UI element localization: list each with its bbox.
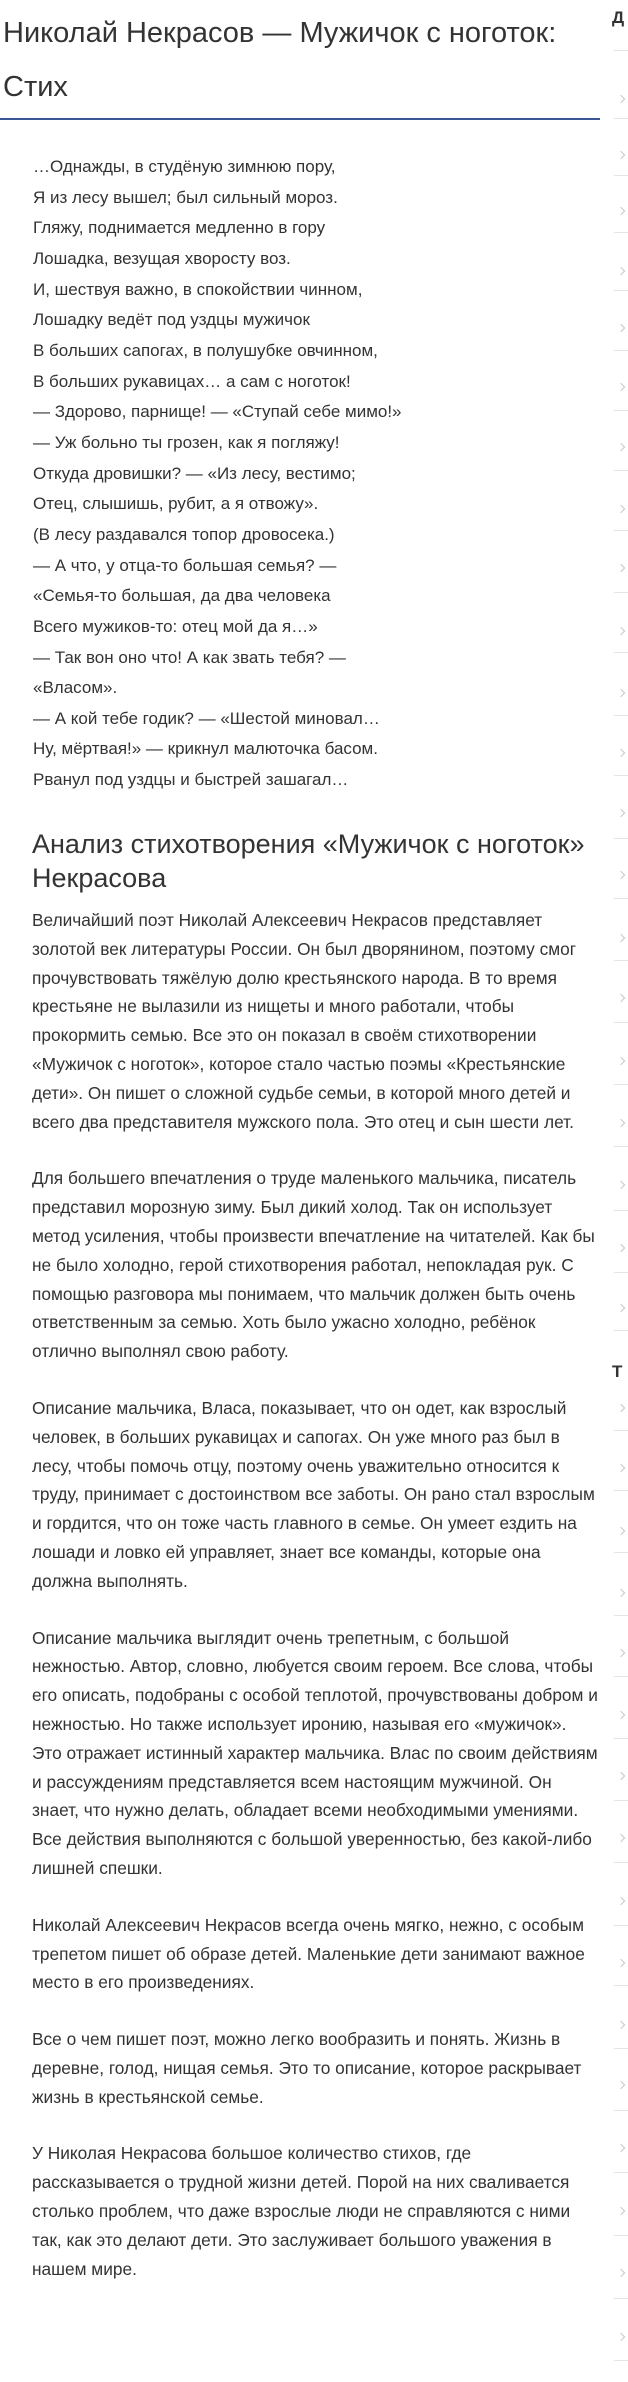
analysis-paragraph: Описание мальчика, Власа, показывает, что он одет, как взрослый человек, в больших рукавицах и сапогах. Он уже много раз был в лесу, чтобы помочь отцу, поэтому очень уважительно относится к труду, принимает с достоинством все заботы. Он рано стал взрослым и гордится, что он тоже часть главного в семье. Он умеет ездить на лошади и ловко ей управляет, знает все команды, которые она должна выполнять. <box>32 1397 595 1591</box>
poem-line: …Однажды, в студёную зимнюю пору, <box>33 157 336 176</box>
chevron-right-icon[interactable] <box>617 324 625 332</box>
sidebar-divider <box>614 1146 628 1147</box>
sidebar-divider <box>614 1925 628 1926</box>
sidebar-divider <box>614 652 628 653</box>
sidebar-divider <box>614 715 628 716</box>
sidebar-divider <box>614 1022 628 1023</box>
chevron-right-icon[interactable] <box>617 2207 625 2215</box>
sidebar-divider <box>614 290 628 291</box>
chevron-right-icon[interactable] <box>617 627 625 635</box>
analysis-paragraph: У Николая Некрасова большое количество стихов, где рассказывается о трудной жизни детей. Порой на них сваливается столько проблем, что даже взрослые люди не справляются с ними так, как это делают дети. Это заслуживает большого уважения в нашем мире. <box>32 2143 571 2279</box>
chevron-right-icon[interactable] <box>617 1649 625 1657</box>
chevron-right-icon[interactable] <box>617 1959 625 1967</box>
chevron-right-icon[interactable] <box>617 1527 625 1535</box>
poem-line: (В лесу раздавался топор дровосека.) <box>33 524 335 544</box>
sidebar-divider <box>614 1272 628 1273</box>
poem-line: — Так вон оно что! А как звать тебя? — <box>33 647 346 667</box>
chevron-right-icon[interactable] <box>617 1711 625 1719</box>
chevron-right-icon[interactable] <box>617 1897 625 1905</box>
chevron-right-icon[interactable] <box>617 383 625 391</box>
chevron-right-icon[interactable] <box>617 1304 625 1312</box>
sidebar-divider <box>614 838 628 839</box>
sidebar-divider <box>614 1862 628 1863</box>
chevron-right-icon[interactable] <box>617 871 625 879</box>
chevron-right-icon[interactable] <box>617 267 625 275</box>
poem-line: — А кой тебе годик? — «Шестой миновал… <box>33 708 380 728</box>
chevron-right-icon[interactable] <box>617 443 625 451</box>
sidebar-divider <box>614 175 628 176</box>
sidebar-divider <box>614 1430 628 1431</box>
page-title: Николай Некрасов — Мужичок с ноготок: Стих <box>3 17 557 103</box>
analysis-paragraph: Николай Алексеевич Некрасов всегда очень мягко, нежно, с особым трепетом пишет об образе детей. Маленькие дети занимают важное место в его произведениях. <box>32 1914 585 1993</box>
chevron-right-icon[interactable] <box>617 1119 625 1127</box>
poem-line: Лошадка, везущая хворосту воз. <box>33 248 291 268</box>
sidebar-divider <box>614 2172 628 2173</box>
chevron-right-icon[interactable] <box>617 689 625 697</box>
poem-line: — Уж больно ты грозен, как я погляжу! <box>33 432 340 452</box>
chevron-right-icon[interactable] <box>617 1404 625 1412</box>
poem-line: Откуда дровишки? — «Из лесу, вестимо; <box>33 463 356 483</box>
sidebar-divider <box>614 1084 628 1085</box>
chevron-right-icon[interactable] <box>617 564 625 572</box>
chevron-right-icon[interactable] <box>617 809 625 817</box>
sidebar-divider <box>614 1552 628 1553</box>
poem-line: «Семья-то большая, да два человека <box>33 586 331 606</box>
sidebar-divider <box>614 775 628 776</box>
chevron-right-icon[interactable] <box>617 207 625 215</box>
chevron-right-icon[interactable] <box>617 151 625 159</box>
chevron-right-icon[interactable] <box>617 1057 625 1065</box>
poem-line: Лошадку ведёт под уздцы мужичок <box>33 310 310 330</box>
poem-line: В больших рукавицах… а сам с ноготок! <box>33 371 351 391</box>
sidebar-divider <box>614 1330 628 1331</box>
analysis-paragraph: Описание мальчика выглядит очень трепетным, с большой нежностью. Автор, словно, любуется своим героем. Все слова, чтобы его описать, подобраны с особой теплотой, прочувствованы добром и нежностью. Но также использует иронию, называя его «мужичок». Это отражает истинный характер мальчика. Влас по своим действиям и рассуждениям представляется всем настоящим мужчиной. Он знает, что нужно делать, обладает всеми необходимыми умениями. Все действия выполняются с большой уверенностью, без какой-либо лишней спешки. <box>32 1627 598 1878</box>
title-divider <box>0 118 600 120</box>
analysis-heading: Анализ стихотворения «Мужичок с ноготок» Некрасова <box>32 829 585 893</box>
poem-line: Ну, мёртвая!» — крикнул малюточка басом. <box>33 739 378 759</box>
sidebar-divider <box>614 232 628 233</box>
poem-line: Всего мужиков-то: отец мой да я…» <box>33 616 318 636</box>
poem-line: И, шествуя важно, в спокойствии чинном, <box>33 279 363 299</box>
sidebar-divider <box>614 410 628 411</box>
sidebar-divider <box>614 1210 628 1211</box>
sidebar-divider <box>614 1615 628 1616</box>
poem-text <box>33 152 402 796</box>
sidebar-divider <box>614 530 628 531</box>
chevron-right-icon[interactable] <box>617 505 625 513</box>
chevron-right-icon[interactable] <box>617 994 625 1002</box>
analysis-paragraph: Все о чем пишет поэт, можно легко вообразить и понять. Жизнь в деревне, голод, нищая семья. Это то описание, которое раскрывает жизнь в крестьянской семье. <box>32 2029 582 2107</box>
chevron-right-icon[interactable] <box>617 1834 625 1842</box>
chevron-right-icon[interactable] <box>617 1772 625 1780</box>
sidebar-divider <box>614 1985 628 1986</box>
poem-line: «Власом». <box>33 678 118 698</box>
poem-line: Я из лесу вышел; был сильный мороз. <box>33 187 338 207</box>
sidebar-fragment <box>600 0 628 2382</box>
sidebar-divider <box>614 350 628 351</box>
sidebar-divider <box>614 2360 628 2361</box>
poem-line: Отец, слышишь, рубит, а я отвожу». <box>33 494 319 514</box>
poem-line: — А что, у отца-то большая семья? — <box>33 555 337 575</box>
sidebar-divider <box>614 1800 628 1801</box>
chevron-right-icon[interactable] <box>617 2144 625 2152</box>
sidebar-divider <box>614 50 628 51</box>
sidebar-heading-fragment: Д <box>612 8 625 27</box>
sidebar-divider <box>614 592 628 593</box>
chevron-right-icon[interactable] <box>617 1181 625 1189</box>
poem-line: Рванул под уздцы и быстрей зашагал… <box>33 770 349 790</box>
poem-line: — Здорово, парнище! — «Ступай себе мимо!» <box>33 402 402 422</box>
sidebar-divider <box>614 960 628 961</box>
sidebar-divider <box>614 2110 628 2111</box>
sidebar-divider <box>614 2298 628 2299</box>
analysis-paragraph: Величайший поэт Николай Алексеевич Некрасов представляет золотой век литературы России. Он был дворянином, поэтому смог прочувствовать тяжёлую долю крестьянского народа. В то время крестьяне не вылазили из нищеты и много работали, чтобы прокормить семью. Все это он показал в своём стихотворении «Мужичок с ноготок», которое стало частью поэмы «Крестьянские дети». Он пишет о сложной судьбе семьи, в которой много детей и всего два представителя мужского пола. Это отец и сын шести лет. <box>32 910 577 1132</box>
sidebar-divider <box>614 118 628 119</box>
sidebar-divider <box>614 2235 628 2236</box>
chevron-right-icon[interactable] <box>617 1244 625 1252</box>
sidebar-heading-fragment: Т <box>612 1362 623 1381</box>
sidebar-divider <box>614 2048 628 2049</box>
poem-line: Гляжу, поднимается медленно в гору <box>33 218 326 238</box>
chevron-right-icon[interactable] <box>617 2021 625 2029</box>
analysis-body <box>32 906 600 2311</box>
chevron-right-icon[interactable] <box>617 2333 625 2341</box>
sidebar-divider <box>614 898 628 899</box>
analysis-paragraph: Для большего впечатления о труде маленького мальчика, писатель представил морозную зиму. Был дикий холод. Так он использует метод усиления, чтобы произвести впечатление на читателей. Как бы не было холодно, герой стихотворения работал, непокладая рук. С помощью разговора мы понимаем, что мальчик должен быть очень ответственным за семью. Хоть было ужасно холодно, ребёнок отлично выполнял свою работу. <box>32 1168 595 1362</box>
sidebar-divider <box>614 1676 628 1677</box>
poem-line: В больших сапогах, в полушубке овчинном, <box>33 340 378 360</box>
chevron-right-icon[interactable] <box>617 95 625 103</box>
sidebar-divider <box>614 1738 628 1739</box>
chevron-right-icon[interactable] <box>617 749 625 757</box>
chevron-right-icon[interactable] <box>617 934 625 942</box>
chevron-right-icon[interactable] <box>617 2081 625 2089</box>
chevron-right-icon[interactable] <box>617 2269 625 2277</box>
sidebar-divider <box>614 470 628 471</box>
chevron-right-icon[interactable] <box>617 1589 625 1597</box>
chevron-right-icon[interactable] <box>617 1464 625 1472</box>
sidebar-divider <box>614 1490 628 1491</box>
